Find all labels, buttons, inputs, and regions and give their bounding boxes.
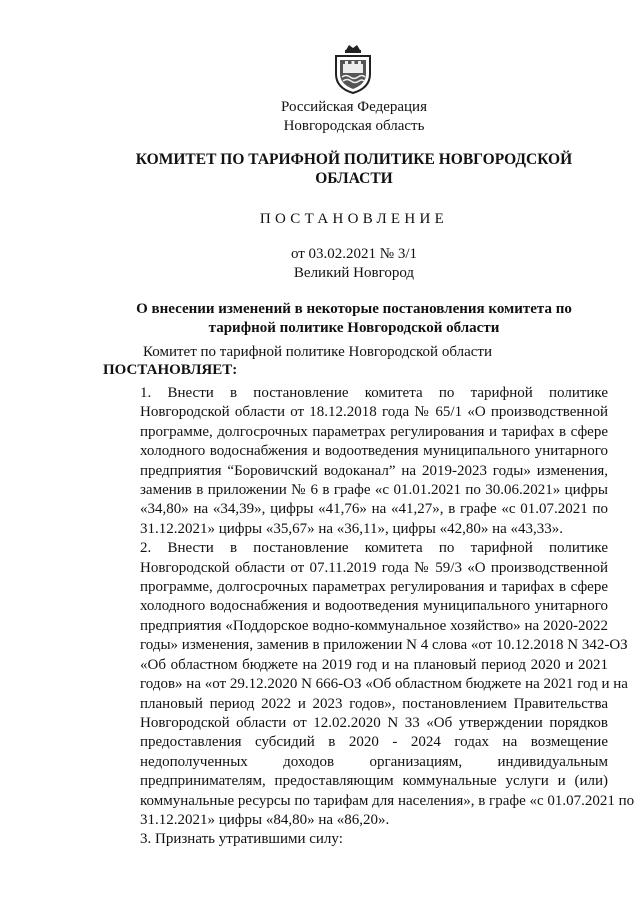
paragraph-line: Новгородской области от 12.02.2020 N 33 «Об утверждении порядков — [140, 714, 608, 731]
paragraph-line: холодного водоснабжения и водоотведения муниципального унитарного — [140, 598, 608, 615]
paragraph-3 — [103, 830, 608, 849]
document-title — [100, 300, 608, 338]
paragraph-line: плановый период 2022 и 2023 годов», постановлением Правительства — [140, 695, 608, 712]
date-city-block — [100, 245, 608, 283]
title-line-2: тарифной политике Новгородской области — [208, 320, 500, 336]
committee-name — [100, 150, 608, 188]
paragraph-line: «34,80» на «34,39», цифры «41,76» на «41,27», в графе «с 01.07.2021 по — [140, 501, 608, 518]
paragraph-line: предприятия «Поддорское водно-коммунальное хозяйство» на 2020-2022 — [140, 617, 608, 634]
header-region-block — [100, 98, 608, 136]
paragraph-line: годы» изменения, заменив в приложении N 4 слова «от 10.12.2018 N 342-ОЗ — [140, 637, 628, 654]
doc-type: ПОСТАНОВЛЕНИЕ — [259, 211, 449, 227]
title-line-1: О внесении изменений в некоторые постановления комитета по — [136, 301, 572, 317]
paragraph-1 — [103, 384, 608, 539]
paragraph-line: 3. Признать утратившими силу: — [140, 831, 343, 848]
paragraph-line: предоставления субсидий в 2020 - 2024 годах на возмещение — [140, 734, 608, 751]
coat-of-arms-icon — [334, 44, 372, 94]
date-number: от 03.02.2021 № 3/1 — [290, 246, 418, 262]
paragraph-line: 1. Внести в постановление комитета по тарифной политике — [140, 385, 608, 401]
decree-word: ПОСТАНОВЛЯЕТ: — [103, 362, 238, 378]
committee-line-1: КОМИТЕТ ПО ТАРИФНОЙ ПОЛИТИКЕ НОВГОРОДСКОЙ — [135, 151, 573, 168]
intro-text: Комитет по тарифной политике Новгородской области — [143, 344, 492, 360]
paragraph-line: предприятия “Боровичский водоканал” на 2019-2023 годы» изменения, — [140, 462, 608, 479]
paragraph-line: недополученных доходов организациям, индивидуальным — [140, 753, 608, 770]
document-body — [103, 384, 635, 850]
region-name: Новгородская область — [283, 118, 425, 134]
paragraph-line: предпринимателям, предоставляющим коммунальные услуги и (или) — [140, 773, 608, 790]
paragraph-line: программе, долгосрочных параметрах регулирования и тарифах в сфере — [140, 423, 608, 440]
paragraph-line: коммунальные ресурсы по тарифам для населения», в графе «с 01.07.2021 по — [140, 792, 635, 809]
committee-line-2: ОБЛАСТИ — [315, 170, 393, 187]
paragraph-line: 2. Внести в постановление комитета по тарифной политике — [140, 540, 608, 557]
paragraph-line: заменив в приложении № 6 в графе «с 01.01.2021 по 30.06.2021» цифры — [140, 482, 608, 499]
paragraph-line: холодного водоснабжения и водоотведения муниципального унитарного — [140, 443, 608, 460]
paragraph-line: годов» на «от 29.12.2020 N 666-ОЗ «Об областном бюджете на 2021 год и на — [140, 676, 628, 693]
paragraph-2 — [103, 539, 635, 830]
paragraph-line: Новгородской области от 07.11.2019 года № 59/3 «О производственной — [140, 559, 608, 576]
paragraph-line: программе, долгосрочных параметрах регулирования и тарифах в сфере — [140, 579, 608, 596]
paragraph-line: «Об областном бюджете на 2019 год и на плановый период 2020 и 2021 — [140, 656, 608, 673]
city-name: Великий Новгород — [293, 265, 415, 281]
paragraph-line: Новгородской области от 18.12.2018 года № 65/1 «О производственной — [140, 404, 608, 421]
paragraph-line: 31.12.2021» цифры «35,67» на «36,11», цифры «42,80» на «43,33». — [140, 520, 564, 537]
paragraph-line: 31.12.2021» цифры «84,80» на «86,20». — [140, 811, 390, 828]
country-name: Российская Федерация — [281, 99, 427, 115]
